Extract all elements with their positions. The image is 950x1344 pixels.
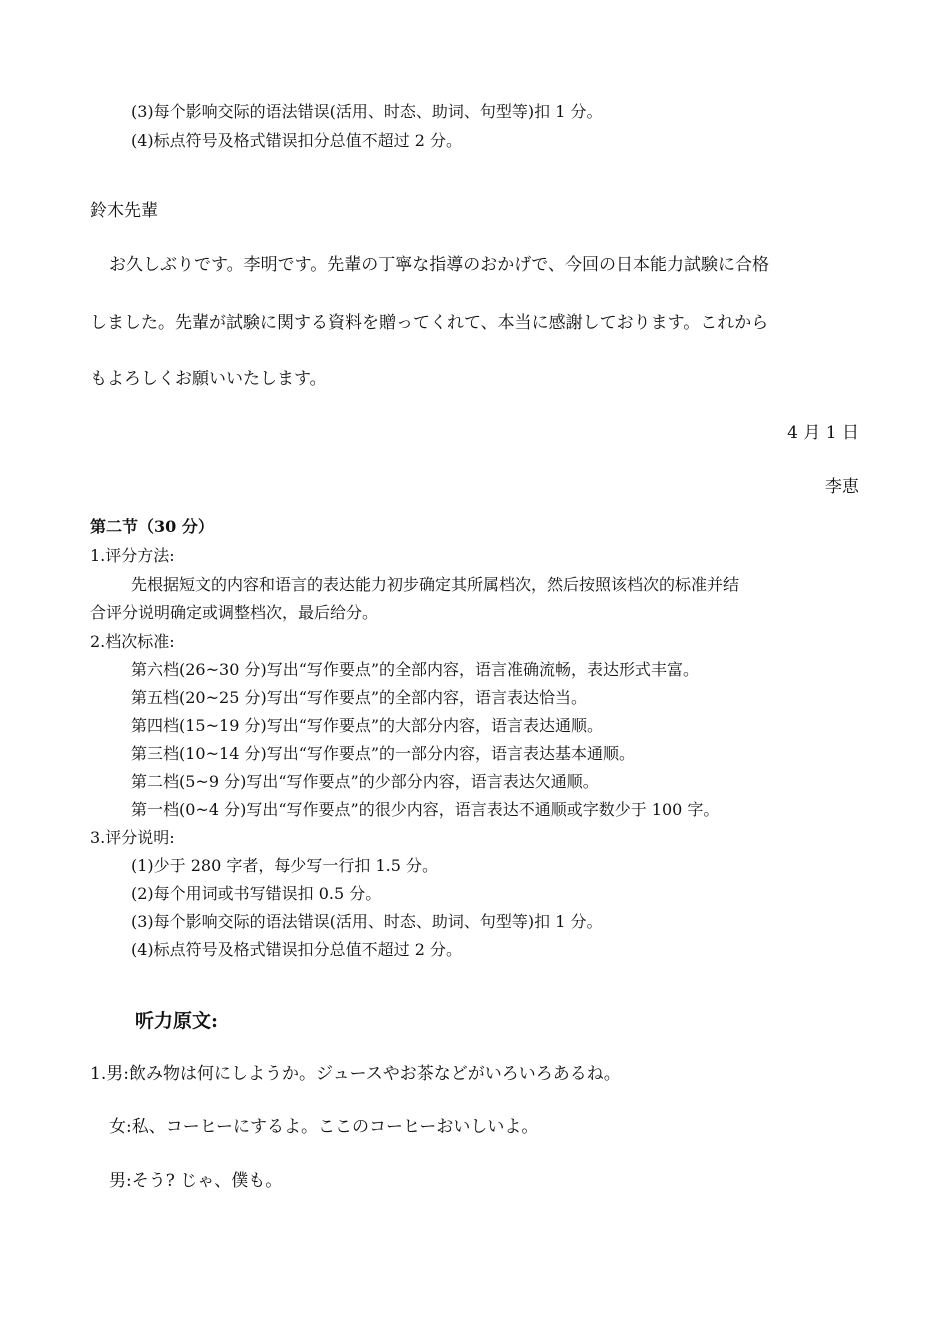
note-item: (4)标点符号及格式错误扣分总值不超过 2 分。: [131, 940, 463, 959]
letter-date: 4 月 1 日: [787, 423, 859, 443]
top-rule-3: (3)每个影响交际的语法错误(活用、时态、助词、句型等)扣 1 分。: [131, 102, 603, 121]
listening-line: 1.男:飲み物は何にしようか。ジュースやお茶などがいろいろあるね。: [90, 1064, 621, 1084]
top-rule-4: (4)标点符号及格式错误扣分总值不超过 2 分。: [131, 131, 463, 150]
letter-body-line: お久しぶりです。李明です。先輩の丁寧な指導のおかげで、今回の日本能力試験に合格: [109, 255, 769, 275]
notes-heading: 3.评分说明:: [90, 828, 175, 847]
listening-title: 听力原文:: [135, 1010, 219, 1032]
letter-salutation: 鈴木先輩: [90, 201, 158, 221]
level-item: 第三档(10~14 分)写出“写作要点”的一部分内容，语言表达基本通顺。: [131, 744, 636, 763]
note-item: (2)每个用词或书写错误扣 0.5 分。: [131, 884, 382, 903]
level-item: 第六档(26~30 分)写出“写作要点”的全部内容，语言准确流畅，表达形式丰富。: [131, 660, 700, 679]
level-item: 第四档(15~19 分)写出“写作要点”的大部分内容，语言表达通顺。: [131, 716, 604, 735]
letter-body-line: しました。先輩が試験に関する資料を贈ってくれて、本当に感謝しております。これから: [90, 313, 769, 333]
method-line: 合评分说明确定或调整档次，最后给分。: [90, 603, 379, 622]
section-title: 第二节（30 分）: [90, 517, 214, 536]
letter-body-line: もよろしくお願いいたします。: [90, 369, 327, 389]
note-item: (1)少于 280 字者，每少写一行扣 1.5 分。: [131, 856, 438, 875]
level-item: 第一档(0~4 分)写出“写作要点”的很少内容，语言表达不通顺或字数少于 100 字。: [131, 800, 720, 819]
level-item: 第二档(5~9 分)写出“写作要点”的少部分内容，语言表达欠通顺。: [131, 772, 599, 791]
listening-line: 女:私、コーヒーにするよ。ここのコーヒーおいしいよ。: [109, 1117, 539, 1137]
levels-heading: 2.档次标准:: [90, 632, 175, 651]
level-item: 第五档(20~25 分)写出“写作要点”的全部内容，语言表达恰当。: [131, 688, 588, 707]
listening-line: 男:そう? じゃ、僕も。: [109, 1171, 283, 1191]
method-heading: 1.评分方法:: [90, 546, 175, 565]
method-line: 先根据短文的内容和语言的表达能力初步确定其所属档次，然后按照该档次的标准并结: [131, 575, 740, 594]
note-item: (3)每个影响交际的语法错误(活用、时态、助词、句型等)扣 1 分。: [131, 912, 603, 931]
letter-signature: 李恵: [825, 477, 859, 497]
